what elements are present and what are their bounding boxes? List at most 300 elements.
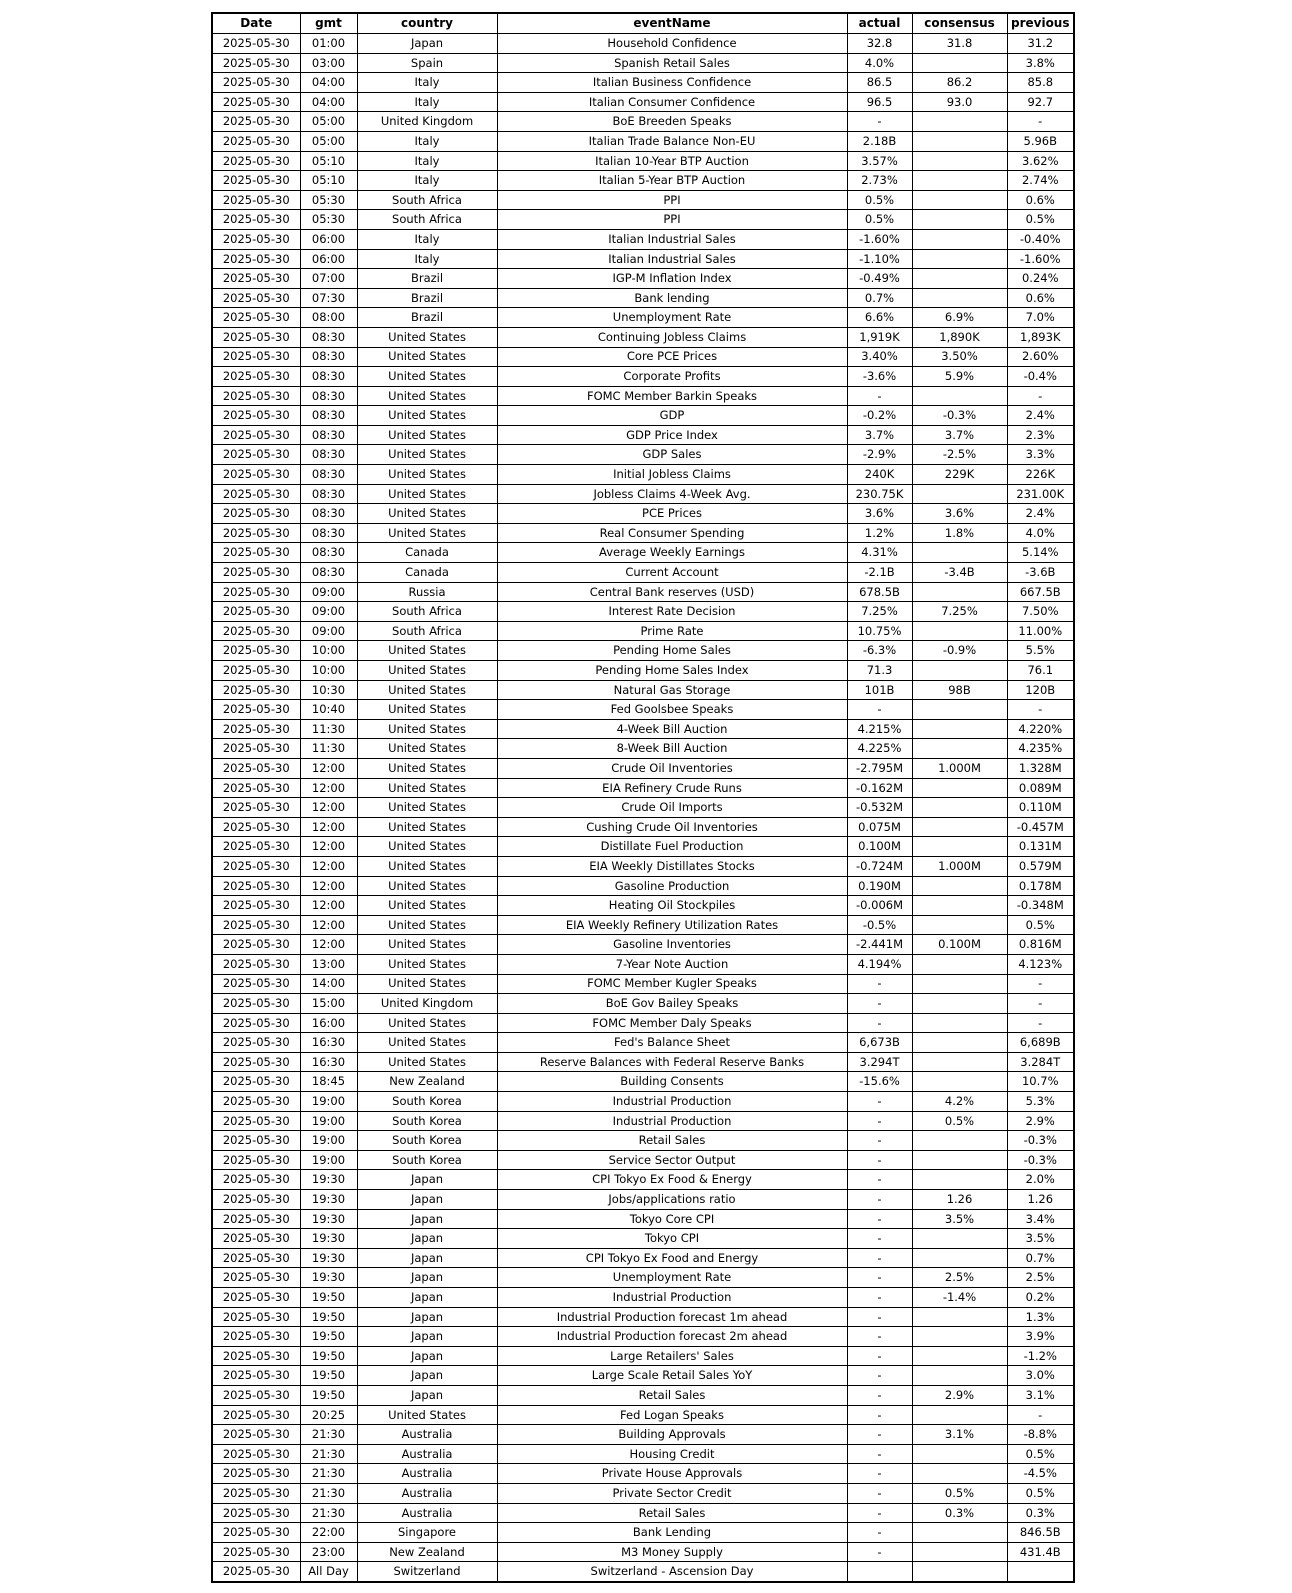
- cell-actual: -: [847, 1111, 912, 1131]
- cell-previous: -: [1007, 700, 1074, 720]
- cell-consensus: [912, 1562, 1007, 1582]
- cell-consensus: 1.000M: [912, 856, 1007, 876]
- cell-actual: [847, 1562, 912, 1582]
- cell-gmt: 05:10: [300, 151, 357, 171]
- cell-event-name: Industrial Production forecast 2m ahead: [497, 1327, 847, 1347]
- cell-actual: 96.5: [847, 92, 912, 112]
- cell-date: 2025-05-30: [212, 1464, 300, 1484]
- cell-gmt: 21:30: [300, 1464, 357, 1484]
- cell-actual: -: [847, 1190, 912, 1210]
- cell-date: 2025-05-30: [212, 661, 300, 681]
- cell-country: South Korea: [357, 1150, 497, 1170]
- cell-country: Japan: [357, 1385, 497, 1405]
- cell-previous: 5.5%: [1007, 641, 1074, 661]
- cell-gmt: 10:40: [300, 700, 357, 720]
- cell-date: 2025-05-30: [212, 739, 300, 759]
- cell-consensus: [912, 1327, 1007, 1347]
- table-row: [212, 229, 1074, 249]
- cell-gmt: 19:30: [300, 1268, 357, 1288]
- table-row: [212, 190, 1074, 210]
- cell-previous: 3.3%: [1007, 445, 1074, 465]
- cell-previous: -: [1007, 1405, 1074, 1425]
- cell-previous: 2.4%: [1007, 406, 1074, 426]
- cell-gmt: 21:30: [300, 1444, 357, 1464]
- cell-actual: -: [847, 112, 912, 132]
- cell-consensus: [912, 1464, 1007, 1484]
- cell-country: Italy: [357, 249, 497, 269]
- cell-actual: -2.441M: [847, 935, 912, 955]
- cell-previous: 5.96B: [1007, 131, 1074, 151]
- cell-country: United States: [357, 327, 497, 347]
- table-row: [212, 53, 1074, 73]
- cell-previous: -: [1007, 112, 1074, 132]
- cell-previous: 4.235%: [1007, 739, 1074, 759]
- table-row: [212, 1013, 1074, 1033]
- cell-gmt: 12:00: [300, 758, 357, 778]
- cell-actual: -: [847, 1307, 912, 1327]
- cell-consensus: 3.7%: [912, 425, 1007, 445]
- cell-country: South Korea: [357, 1131, 497, 1151]
- table-row: [212, 1190, 1074, 1210]
- cell-previous: 2.3%: [1007, 425, 1074, 445]
- table-row: [212, 249, 1074, 269]
- cell-consensus: [912, 1346, 1007, 1366]
- cell-actual: -: [847, 1483, 912, 1503]
- cell-previous: 0.089M: [1007, 778, 1074, 798]
- cell-consensus: 1.000M: [912, 758, 1007, 778]
- table-row: [212, 739, 1074, 759]
- cell-event-name: GDP: [497, 406, 847, 426]
- cell-event-name: Italian 5-Year BTP Auction: [497, 171, 847, 191]
- cell-event-name: Building Consents: [497, 1072, 847, 1092]
- table-row: [212, 602, 1074, 622]
- cell-consensus: 0.5%: [912, 1483, 1007, 1503]
- table-row: [212, 1523, 1074, 1543]
- cell-event-name: Average Weekly Earnings: [497, 543, 847, 563]
- col-header-gmt: gmt: [300, 13, 357, 34]
- cell-previous: 231.00K: [1007, 484, 1074, 504]
- cell-country: Brazil: [357, 269, 497, 289]
- cell-event-name: Large Retailers' Sales: [497, 1346, 847, 1366]
- cell-gmt: 12:00: [300, 856, 357, 876]
- cell-consensus: [912, 778, 1007, 798]
- cell-country: United States: [357, 778, 497, 798]
- cell-country: Japan: [357, 1229, 497, 1249]
- cell-consensus: [912, 1523, 1007, 1543]
- cell-actual: 4.215%: [847, 719, 912, 739]
- table-row: [212, 210, 1074, 230]
- cell-event-name: Pending Home Sales Index: [497, 661, 847, 681]
- cell-date: 2025-05-30: [212, 288, 300, 308]
- cell-consensus: [912, 171, 1007, 191]
- cell-actual: 7.25%: [847, 602, 912, 622]
- cell-consensus: [912, 837, 1007, 857]
- cell-date: 2025-05-30: [212, 1052, 300, 1072]
- cell-date: 2025-05-30: [212, 1072, 300, 1092]
- cell-previous: 4.220%: [1007, 719, 1074, 739]
- cell-actual: -: [847, 386, 912, 406]
- cell-event-name: Italian Business Confidence: [497, 73, 847, 93]
- table-row: [212, 1229, 1074, 1249]
- cell-date: 2025-05-30: [212, 1542, 300, 1562]
- cell-actual: 32.8: [847, 34, 912, 54]
- cell-previous: 85.8: [1007, 73, 1074, 93]
- cell-country: United Kingdom: [357, 994, 497, 1014]
- cell-previous: 0.24%: [1007, 269, 1074, 289]
- cell-previous: 226K: [1007, 465, 1074, 485]
- cell-country: Japan: [357, 34, 497, 54]
- cell-country: Canada: [357, 563, 497, 583]
- cell-actual: -0.5%: [847, 915, 912, 935]
- cell-country: Japan: [357, 1327, 497, 1347]
- cell-date: 2025-05-30: [212, 73, 300, 93]
- cell-country: New Zealand: [357, 1542, 497, 1562]
- cell-consensus: -1.4%: [912, 1288, 1007, 1308]
- cell-gmt: 19:00: [300, 1111, 357, 1131]
- cell-previous: 431.4B: [1007, 1542, 1074, 1562]
- cell-gmt: 08:30: [300, 327, 357, 347]
- cell-previous: 3.0%: [1007, 1366, 1074, 1386]
- cell-country: United States: [357, 1405, 497, 1425]
- cell-date: 2025-05-30: [212, 131, 300, 151]
- cell-consensus: 1,890K: [912, 327, 1007, 347]
- cell-consensus: [912, 1131, 1007, 1151]
- cell-previous: 3.8%: [1007, 53, 1074, 73]
- cell-previous: 1.3%: [1007, 1307, 1074, 1327]
- table-row: [212, 308, 1074, 328]
- cell-event-name: Bank lending: [497, 288, 847, 308]
- cell-country: Brazil: [357, 308, 497, 328]
- cell-gmt: 19:30: [300, 1229, 357, 1249]
- cell-event-name: PCE Prices: [497, 504, 847, 524]
- cell-consensus: [912, 817, 1007, 837]
- cell-consensus: [912, 1013, 1007, 1033]
- cell-country: Australia: [357, 1464, 497, 1484]
- cell-event-name: Large Scale Retail Sales YoY: [497, 1366, 847, 1386]
- cell-country: United States: [357, 504, 497, 524]
- table-row: [212, 1483, 1074, 1503]
- cell-event-name: FOMC Member Barkin Speaks: [497, 386, 847, 406]
- cell-event-name: Interest Rate Decision: [497, 602, 847, 622]
- cell-actual: -6.3%: [847, 641, 912, 661]
- cell-previous: 0.5%: [1007, 915, 1074, 935]
- header-row: [212, 13, 1074, 34]
- cell-event-name: Cushing Crude Oil Inventories: [497, 817, 847, 837]
- cell-gmt: 16:30: [300, 1052, 357, 1072]
- cell-date: 2025-05-30: [212, 269, 300, 289]
- table-row: [212, 445, 1074, 465]
- cell-event-name: Bank Lending: [497, 1523, 847, 1543]
- cell-gmt: 08:30: [300, 406, 357, 426]
- cell-consensus: [912, 1444, 1007, 1464]
- cell-previous: -1.60%: [1007, 249, 1074, 269]
- cell-consensus: 3.6%: [912, 504, 1007, 524]
- cell-country: United States: [357, 1052, 497, 1072]
- cell-date: 2025-05-30: [212, 758, 300, 778]
- cell-event-name: CPI Tokyo Ex Food and Energy: [497, 1248, 847, 1268]
- cell-previous: 0.579M: [1007, 856, 1074, 876]
- cell-previous: 31.2: [1007, 34, 1074, 54]
- cell-event-name: Italian Industrial Sales: [497, 249, 847, 269]
- cell-actual: 4.31%: [847, 543, 912, 563]
- cell-event-name: EIA Refinery Crude Runs: [497, 778, 847, 798]
- cell-actual: 6.6%: [847, 308, 912, 328]
- cell-date: 2025-05-30: [212, 1288, 300, 1308]
- cell-gmt: 08:30: [300, 543, 357, 563]
- cell-event-name: Natural Gas Storage: [497, 680, 847, 700]
- cell-gmt: 12:00: [300, 798, 357, 818]
- cell-consensus: 2.5%: [912, 1268, 1007, 1288]
- cell-event-name: Crude Oil Imports: [497, 798, 847, 818]
- cell-actual: 101B: [847, 680, 912, 700]
- cell-event-name: Unemployment Rate: [497, 1268, 847, 1288]
- cell-actual: -0.006M: [847, 896, 912, 916]
- cell-event-name: Unemployment Rate: [497, 308, 847, 328]
- cell-date: 2025-05-30: [212, 151, 300, 171]
- cell-date: 2025-05-30: [212, 954, 300, 974]
- cell-consensus: [912, 974, 1007, 994]
- cell-consensus: [912, 131, 1007, 151]
- cell-actual: 2.73%: [847, 171, 912, 191]
- cell-gmt: 19:50: [300, 1288, 357, 1308]
- cell-date: 2025-05-30: [212, 798, 300, 818]
- table-row: [212, 465, 1074, 485]
- table-row: [212, 1405, 1074, 1425]
- cell-date: 2025-05-30: [212, 229, 300, 249]
- cell-actual: 3.57%: [847, 151, 912, 171]
- cell-event-name: Gasoline Inventories: [497, 935, 847, 955]
- cell-event-name: BoE Gov Bailey Speaks: [497, 994, 847, 1014]
- cell-consensus: [912, 1052, 1007, 1072]
- cell-gmt: 08:30: [300, 563, 357, 583]
- cell-country: United States: [357, 465, 497, 485]
- cell-country: United States: [357, 641, 497, 661]
- cell-date: 2025-05-30: [212, 386, 300, 406]
- cell-date: 2025-05-30: [212, 53, 300, 73]
- cell-previous: -0.3%: [1007, 1150, 1074, 1170]
- cell-actual: 0.5%: [847, 190, 912, 210]
- cell-country: South Korea: [357, 1111, 497, 1131]
- cell-gmt: 12:00: [300, 817, 357, 837]
- table-row: [212, 1307, 1074, 1327]
- cell-actual: 1,919K: [847, 327, 912, 347]
- cell-consensus: [912, 1542, 1007, 1562]
- cell-date: 2025-05-30: [212, 1444, 300, 1464]
- cell-actual: -: [847, 1131, 912, 1151]
- cell-previous: 0.816M: [1007, 935, 1074, 955]
- cell-date: 2025-05-30: [212, 1229, 300, 1249]
- cell-country: United States: [357, 954, 497, 974]
- cell-event-name: EIA Weekly Refinery Utilization Rates: [497, 915, 847, 935]
- cell-consensus: [912, 53, 1007, 73]
- cell-consensus: -0.9%: [912, 641, 1007, 661]
- table-body: [212, 34, 1074, 1582]
- cell-actual: 4.0%: [847, 53, 912, 73]
- cell-previous: 3.9%: [1007, 1327, 1074, 1347]
- cell-actual: -: [847, 974, 912, 994]
- cell-date: 2025-05-30: [212, 308, 300, 328]
- cell-gmt: 07:00: [300, 269, 357, 289]
- cell-event-name: Service Sector Output: [497, 1150, 847, 1170]
- cell-previous: 1,893K: [1007, 327, 1074, 347]
- cell-gmt: 08:30: [300, 367, 357, 387]
- cell-previous: 0.131M: [1007, 837, 1074, 857]
- cell-consensus: [912, 954, 1007, 974]
- cell-gmt: 08:30: [300, 504, 357, 524]
- cell-previous: 4.0%: [1007, 523, 1074, 543]
- table-row: [212, 92, 1074, 112]
- cell-date: 2025-05-30: [212, 700, 300, 720]
- cell-gmt: 19:30: [300, 1190, 357, 1210]
- cell-previous: -0.3%: [1007, 1131, 1074, 1151]
- cell-date: 2025-05-30: [212, 249, 300, 269]
- table-row: [212, 896, 1074, 916]
- cell-actual: -: [847, 1209, 912, 1229]
- cell-country: Japan: [357, 1190, 497, 1210]
- cell-gmt: 16:00: [300, 1013, 357, 1033]
- cell-previous: 11.00%: [1007, 621, 1074, 641]
- cell-event-name: CPI Tokyo Ex Food & Energy: [497, 1170, 847, 1190]
- cell-event-name: Spanish Retail Sales: [497, 53, 847, 73]
- cell-date: 2025-05-30: [212, 347, 300, 367]
- cell-event-name: Fed Logan Speaks: [497, 1405, 847, 1425]
- cell-gmt: 05:30: [300, 190, 357, 210]
- cell-country: Italy: [357, 73, 497, 93]
- cell-consensus: [912, 739, 1007, 759]
- cell-country: Switzerland: [357, 1562, 497, 1582]
- cell-previous: 0.3%: [1007, 1503, 1074, 1523]
- cell-date: 2025-05-30: [212, 406, 300, 426]
- cell-gmt: 12:00: [300, 778, 357, 798]
- cell-consensus: [912, 700, 1007, 720]
- cell-event-name: Continuing Jobless Claims: [497, 327, 847, 347]
- cell-gmt: 12:00: [300, 915, 357, 935]
- table-row: [212, 1092, 1074, 1112]
- cell-date: 2025-05-30: [212, 523, 300, 543]
- cell-date: 2025-05-30: [212, 915, 300, 935]
- cell-consensus: [912, 719, 1007, 739]
- cell-country: Brazil: [357, 288, 497, 308]
- cell-country: United States: [357, 523, 497, 543]
- cell-gmt: 12:00: [300, 896, 357, 916]
- table-row: [212, 1425, 1074, 1445]
- cell-consensus: [912, 1307, 1007, 1327]
- cell-consensus: [912, 229, 1007, 249]
- cell-event-name: 8-Week Bill Auction: [497, 739, 847, 759]
- cell-consensus: [912, 269, 1007, 289]
- cell-country: United States: [357, 974, 497, 994]
- cell-gmt: 01:00: [300, 34, 357, 54]
- table-row: [212, 504, 1074, 524]
- cell-actual: 6,673B: [847, 1033, 912, 1053]
- cell-actual: -: [847, 700, 912, 720]
- cell-actual: -: [847, 1523, 912, 1543]
- cell-previous: [1007, 1562, 1074, 1582]
- cell-event-name: Industrial Production: [497, 1111, 847, 1131]
- cell-event-name: EIA Weekly Distillates Stocks: [497, 856, 847, 876]
- cell-gmt: 19:50: [300, 1327, 357, 1347]
- cell-event-name: Crude Oil Inventories: [497, 758, 847, 778]
- cell-date: 2025-05-30: [212, 171, 300, 191]
- table-row: [212, 1327, 1074, 1347]
- cell-gmt: 09:00: [300, 582, 357, 602]
- table-row: [212, 817, 1074, 837]
- cell-consensus: [912, 896, 1007, 916]
- cell-consensus: 86.2: [912, 73, 1007, 93]
- cell-date: 2025-05-30: [212, 837, 300, 857]
- cell-event-name: Jobless Claims 4-Week Avg.: [497, 484, 847, 504]
- cell-event-name: Switzerland - Ascension Day: [497, 1562, 847, 1582]
- cell-event-name: GDP Price Index: [497, 425, 847, 445]
- cell-gmt: 15:00: [300, 994, 357, 1014]
- cell-previous: -0.4%: [1007, 367, 1074, 387]
- cell-event-name: Distillate Fuel Production: [497, 837, 847, 857]
- cell-actual: 3.6%: [847, 504, 912, 524]
- cell-gmt: 05:30: [300, 210, 357, 230]
- cell-date: 2025-05-30: [212, 504, 300, 524]
- cell-previous: 3.1%: [1007, 1385, 1074, 1405]
- cell-consensus: -3.4B: [912, 563, 1007, 583]
- table-row: [212, 641, 1074, 661]
- cell-date: 2025-05-30: [212, 719, 300, 739]
- cell-previous: 0.5%: [1007, 1444, 1074, 1464]
- cell-gmt: 12:00: [300, 876, 357, 896]
- table-row: [212, 876, 1074, 896]
- cell-country: United States: [357, 896, 497, 916]
- cell-consensus: [912, 1170, 1007, 1190]
- table-row: [212, 1464, 1074, 1484]
- cell-event-name: GDP Sales: [497, 445, 847, 465]
- cell-date: 2025-05-30: [212, 1033, 300, 1053]
- cell-consensus: 7.25%: [912, 602, 1007, 622]
- cell-date: 2025-05-30: [212, 445, 300, 465]
- cell-date: 2025-05-30: [212, 876, 300, 896]
- cell-gmt: 11:30: [300, 739, 357, 759]
- cell-consensus: 93.0: [912, 92, 1007, 112]
- cell-date: 2025-05-30: [212, 778, 300, 798]
- cell-consensus: [912, 1405, 1007, 1425]
- cell-previous: 2.74%: [1007, 171, 1074, 191]
- cell-previous: -4.5%: [1007, 1464, 1074, 1484]
- cell-actual: 0.075M: [847, 817, 912, 837]
- cell-previous: 0.6%: [1007, 190, 1074, 210]
- cell-gmt: 19:30: [300, 1170, 357, 1190]
- cell-date: 2025-05-30: [212, 1327, 300, 1347]
- cell-consensus: [912, 1366, 1007, 1386]
- cell-event-name: PPI: [497, 190, 847, 210]
- cell-consensus: 6.9%: [912, 308, 1007, 328]
- cell-gmt: 08:30: [300, 484, 357, 504]
- cell-consensus: [912, 1033, 1007, 1053]
- cell-event-name: Heating Oil Stockpiles: [497, 896, 847, 916]
- table-row: [212, 386, 1074, 406]
- cell-actual: 4.225%: [847, 739, 912, 759]
- cell-consensus: 1.26: [912, 1190, 1007, 1210]
- cell-event-name: Italian Industrial Sales: [497, 229, 847, 249]
- cell-date: 2025-05-30: [212, 425, 300, 445]
- economic-calendar: [211, 12, 1075, 1583]
- cell-previous: 0.178M: [1007, 876, 1074, 896]
- table-row: [212, 661, 1074, 681]
- cell-gmt: 05:00: [300, 131, 357, 151]
- cell-date: 2025-05-30: [212, 563, 300, 583]
- table-row: [212, 1131, 1074, 1151]
- cell-previous: 0.5%: [1007, 210, 1074, 230]
- cell-date: 2025-05-30: [212, 543, 300, 563]
- table-row: [212, 112, 1074, 132]
- cell-country: United States: [357, 719, 497, 739]
- cell-event-name: Current Account: [497, 563, 847, 583]
